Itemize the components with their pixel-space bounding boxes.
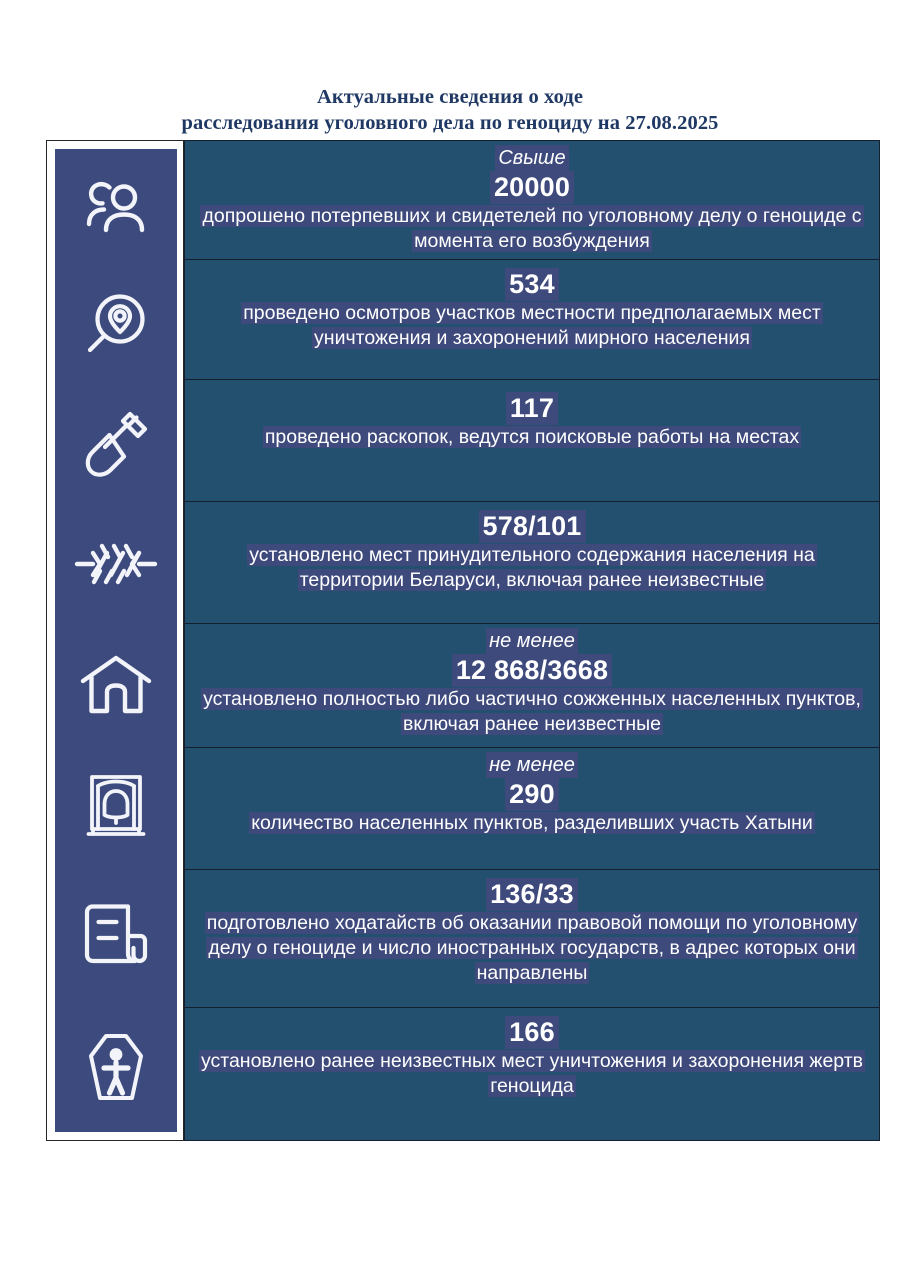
row-number: 12 868/3668 bbox=[452, 654, 612, 687]
table-row bbox=[185, 380, 879, 502]
row-description: установлено ранее неизвестных мест уничтожения и захоронения жертв геноцида bbox=[200, 1050, 864, 1097]
table-row bbox=[185, 260, 879, 380]
row-number: 578/101 bbox=[479, 510, 586, 543]
document-scroll-icon bbox=[55, 866, 177, 1002]
page-title-line-2: расследования уголовного дела по геноциду на 27.08.2025 bbox=[181, 112, 719, 134]
page-title-line-1: Актуальные сведения о ходе bbox=[316, 86, 584, 108]
row-qualifier: не менее bbox=[486, 628, 578, 654]
row-description: установлено полностью либо частично сожженных населенных пунктов, включая ранее неизвестные bbox=[203, 688, 861, 735]
table-row bbox=[185, 870, 879, 1008]
row-description: подготовлено ходатайств об оказании правовой помощи по уголовному делу о геноциде и число иностранных государств, в адрес которых они направлены bbox=[206, 912, 858, 984]
infographic-table bbox=[46, 140, 880, 1141]
row-description: проведено осмотров участков местности предполагаемых мест уничтожения и захоронений мирного населения bbox=[243, 302, 821, 349]
row-number: 136/33 bbox=[486, 878, 578, 911]
house-icon bbox=[55, 624, 177, 746]
table-row bbox=[185, 141, 879, 260]
row-number: 117 bbox=[506, 392, 558, 425]
row-description: допрошено потерпевших и свидетелей по уголовному делу о геноциде с момента его возбуждения bbox=[202, 205, 862, 252]
icon-rail-card bbox=[46, 140, 184, 1141]
table-row bbox=[185, 748, 879, 870]
coffin-icon bbox=[55, 1002, 177, 1132]
shovel-icon bbox=[55, 384, 177, 504]
row-qualifier: не менее bbox=[486, 752, 578, 778]
magnifier-location-pin-icon bbox=[55, 266, 177, 384]
row-number: 20000 bbox=[490, 171, 574, 204]
row-number: 290 bbox=[505, 778, 559, 811]
barbed-wire-icon bbox=[55, 504, 177, 624]
row-description: проведено раскопок, ведутся поисковые работы на местах bbox=[264, 426, 800, 448]
row-number: 166 bbox=[505, 1016, 559, 1049]
icon-rail bbox=[55, 149, 177, 1132]
table-row bbox=[185, 502, 879, 624]
stats-panel bbox=[184, 140, 880, 1141]
table-row bbox=[185, 1008, 879, 1140]
row-description: количество населенных пунктов, разделивших участь Хатыни bbox=[251, 812, 813, 834]
people-group-icon bbox=[55, 149, 177, 266]
page-title bbox=[0, 84, 900, 136]
row-number: 534 bbox=[505, 268, 559, 301]
table-row bbox=[185, 624, 879, 748]
row-description: установлено мест принудительного содержания населения на территории Беларуси, включая ранее неизвестные bbox=[249, 544, 815, 591]
memorial-bell-icon bbox=[55, 746, 177, 866]
row-qualifier: Свыше bbox=[495, 145, 568, 171]
